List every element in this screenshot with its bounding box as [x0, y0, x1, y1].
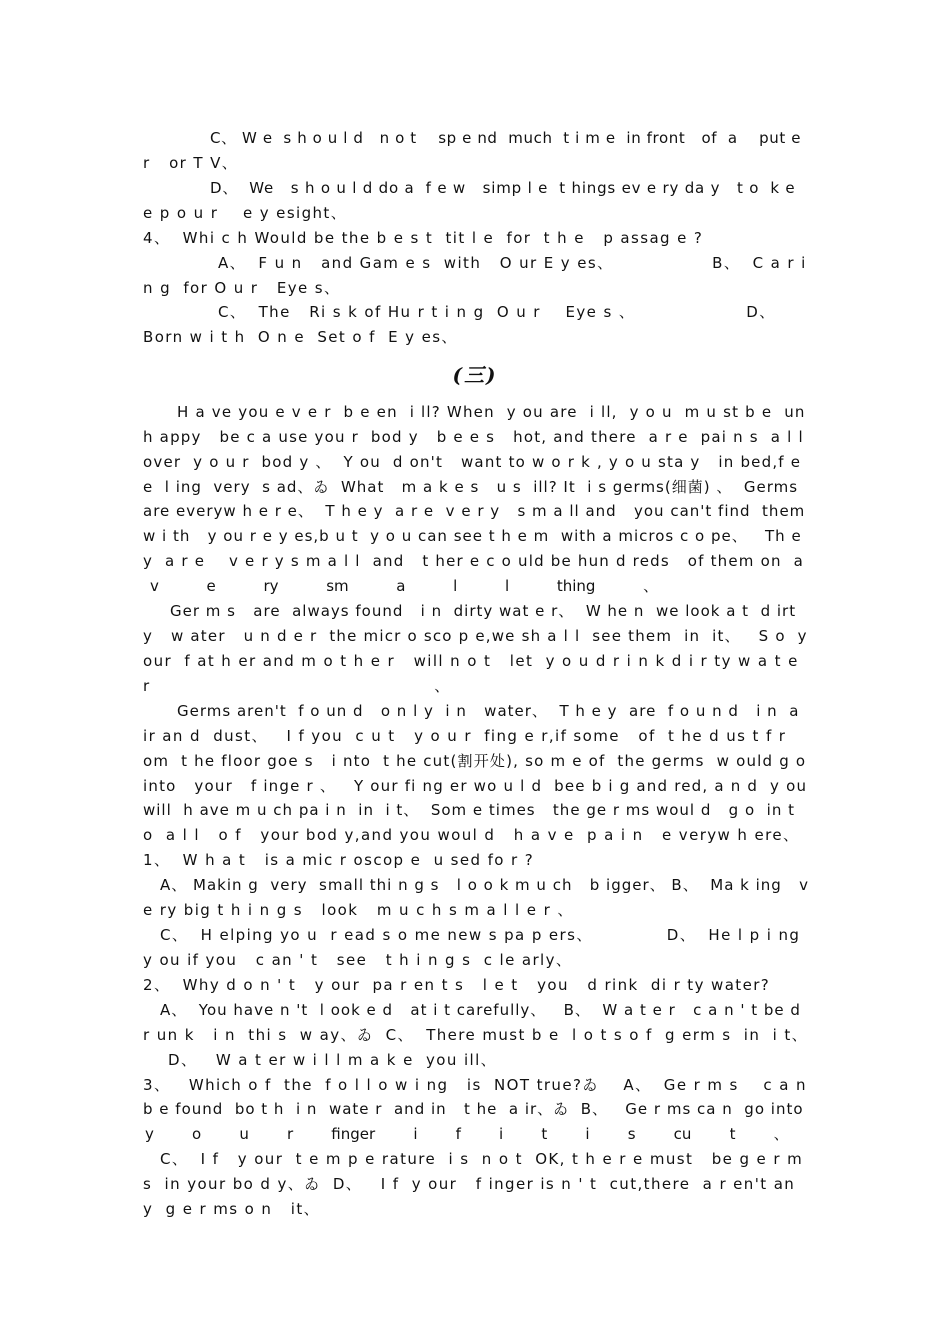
- passage-line: Germs aren't f o un d o n l y i n water、 T h e y are f o u n d i n a: [177, 702, 800, 720]
- question-1-options: C、 H elping yo u r ead s o me new s pa p ers、 D、 He l p i ng: [160, 926, 801, 944]
- passage-line: om t he floor goe s i nto t he cut(割开处), so m e of the germs w ould g o: [143, 752, 807, 770]
- passage-line: will h ave m u ch pa i n in i t、 Som e times the ge r ms woul d g o in t: [143, 801, 796, 819]
- passage-line: o a l l o f your bod y,and you woul d h a v e p a i n e veryw h ere、: [143, 826, 800, 844]
- passage-line: e l ing very s ad、ゐ What m a k e s u s ill? It i s germs(细菌) 、 Germs: [143, 478, 799, 496]
- option-d-line-2: e p o u r e y esight、: [143, 204, 348, 222]
- passage-line: v e ry sm a l l thing 、: [150, 577, 659, 595]
- question-1-options: e ry big t h i n g s look m u c h s m a l l e r 、: [143, 901, 574, 919]
- question-3-options: b e found bo t h i n wate r and in t he a ir、ゐ B、 Ge r ms ca n go into: [143, 1100, 804, 1118]
- passage-line: y a r e v e r y s m a l l and t her e c o uld be hun d reds of them on a: [143, 552, 804, 570]
- question-1-options: A、 Makin g very small thi n g s l o o k m u ch b igger、 B、 Ma k ing v: [160, 876, 809, 894]
- option-c-line-2: r or T V、: [143, 154, 239, 172]
- question-3-options: C、 I f y our t e m p e rature i s n o t OK, t h e r e must be g e r m: [160, 1150, 804, 1168]
- question-4-option-b-cont: n g for O u r Eye s、: [143, 279, 341, 297]
- question-2-options: D、 W a t er w i l l m a k e you ill、: [168, 1051, 498, 1069]
- passage-line: over y o u r bod y 、 Y ou d on't want to w o r k , y o u sta y in bed,f e: [143, 453, 802, 471]
- question-2: 2、 Why d o n ' t y our pa r en t s l e t you d rink di r ty water?: [143, 976, 771, 994]
- question-1-options: y ou if you c an ' t see t h i n g s c le arly、: [143, 951, 573, 969]
- question-2-options: r un k i n thi s w ay、ゐ C、 There must b e l o t s o f g erm s in i t、: [143, 1026, 809, 1044]
- option-c-line-1: C、 W e s h o u l d n o t sp e nd much t i m e in front of a put e: [210, 129, 802, 147]
- question-3-options: y g e r ms o n it、: [143, 1200, 321, 1218]
- passage-line: w i th y ou r e y es,b u t y o u can see t h e m with a micros c o pe、 Th e: [143, 527, 802, 545]
- option-d-line-1: D、 We s h o u l d do a f e w simp l e t hings ev e ry da y t o k e: [210, 179, 796, 197]
- passage-line: our f at h er and m o t h e r will n o t let y o u d r i n k d i r ty w a t e: [143, 652, 799, 670]
- question-4-options-ab: A、 F u n and Gam e s with O ur E y es、 B、 C a r i: [218, 254, 807, 272]
- passage-line: ir an d dust、 I f you c u t y o u r fing e r,if some of t he d us t f r: [143, 727, 787, 745]
- passage-line: h appy be c a use you r bod y b e e s hot, and there a r e pai n s a l l: [143, 428, 804, 446]
- section-heading: (三): [452, 363, 498, 387]
- question-3: 3、 Which o f the f o l l o w i ng is NOT true?ゐ A、 Ge r m s c a n: [143, 1076, 807, 1094]
- question-4-option-d-cont: Born w i t h O n e Set o f E y es、: [143, 328, 458, 346]
- question-2-options: A、 You have n 't l ook e d at i t carefully、 B、 W a t e r c a n ' t be d: [160, 1001, 801, 1019]
- passage-line: H a ve you e v e r b e en i ll? When y ou are i ll, y o u m u st b e un: [177, 403, 806, 421]
- passage-line: Ger m s are always found i n dirty wat e r、 W he n we look a t d irt: [170, 602, 797, 620]
- passage-line: y w ater u n d e r the micr o sco p e,we sh a l l see them in it、 S o y: [143, 627, 808, 645]
- question-3-options: s in your bo d y、ゐ D、 I f y our f inger is n ' t cut,there a r en't an: [143, 1175, 796, 1193]
- question-1: 1、 W h a t is a mic r oscop e u sed fo r ?: [143, 851, 535, 869]
- passage-line: into your f inge r 、 Y our fi ng er wo u l d bee b i g and red, a n d y ou: [143, 777, 808, 795]
- passage-line: are everyw h e r e、 T h e y a r e v e r y s m a ll and you can't find them: [143, 502, 806, 520]
- question-3-options: y o u r finger i f i t i s cu t 、: [145, 1125, 789, 1143]
- question-4-options-cd: C、 The Ri s k of Hu r t i n g O u r Eye s 、 D、: [218, 303, 776, 321]
- passage-line: r 、: [143, 677, 451, 695]
- question-4: 4、 Whi c h Would be the b e s t tit l e for t h e p assag e ?: [143, 229, 704, 247]
